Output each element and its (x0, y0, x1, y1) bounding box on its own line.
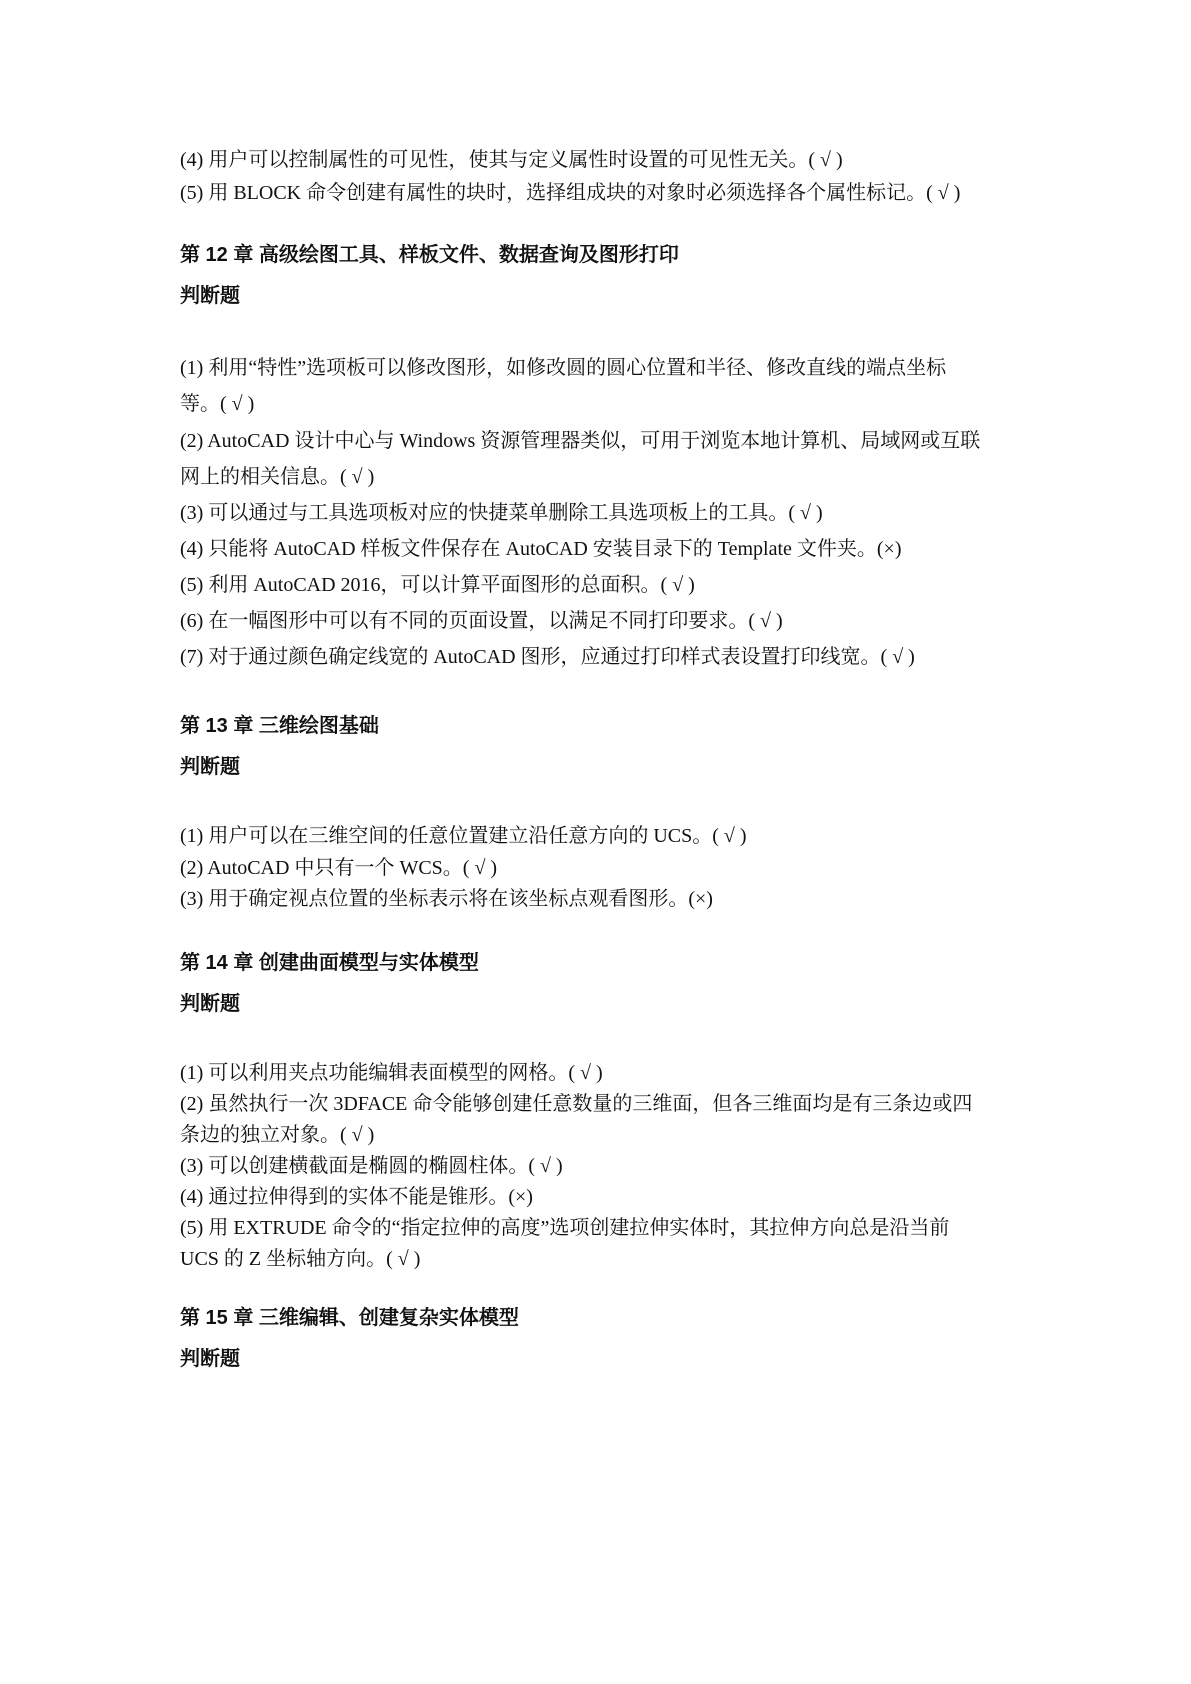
chapter-12-section-label: 判断题 (180, 285, 240, 307)
chapter-13-section-label: 判断题 (180, 756, 240, 778)
ch12-item-3: (3) 可以通过与工具选项板对应的快捷菜单删除工具选项板上的工具。( √ ) (180, 502, 823, 524)
ch14-item-5-line-2: UCS 的 Z 坐标轴方向。( √ ) (180, 1248, 421, 1270)
ch13-item-1: (1) 用户可以在三维空间的任意位置建立沿任意方向的 UCS。( √ ) (180, 825, 747, 847)
ch12-item-1-line-2: 等。( √ ) (180, 393, 255, 415)
ch13-item-2: (2) AutoCAD 中只有一个 WCS。( √ ) (180, 857, 498, 879)
ch14-item-2-line-1: (2) 虽然执行一次 3DFACE 命令能够创建任意数量的三维面，但各三维面均是有三条边或四 (180, 1093, 973, 1115)
ch14-item-2-line-2: 条边的独立对象。( √ ) (180, 1124, 375, 1146)
ch12-item-6: (6) 在一幅图形中可以有不同的页面设置，以满足不同打印要求。( √ ) (180, 610, 783, 632)
chapter-13-title: 第 13 章 三维绘图基础 (180, 715, 379, 737)
ch14-item-4: (4) 通过拉伸得到的实体不能是锥形。(×) (180, 1186, 533, 1208)
ch14-item-1: (1) 可以利用夹点功能编辑表面模型的网格。( √ ) (180, 1062, 603, 1084)
ch12-item-4: (4) 只能将 AutoCAD 样板文件保存在 AutoCAD 安装目录下的 Template 文件夹。(×) (180, 538, 902, 560)
chapter-14-section-label: 判断题 (180, 993, 240, 1015)
ch14-item-3: (3) 可以创建横截面是椭圆的椭圆柱体。( √ ) (180, 1155, 563, 1177)
ch12-item-7: (7) 对于通过颜色确定线宽的 AutoCAD 图形，应通过打印样式表设置打印线宽。( √ ) (180, 646, 915, 668)
ch12-item-2-line-2: 网上的相关信息。( √ ) (180, 466, 375, 488)
ch12-item-1-line-1: (1) 利用“特性”选项板可以修改图形，如修改圆的圆心位置和半径、修改直线的端点坐标 (180, 357, 947, 379)
ch14-item-5-line-1: (5) 用 EXTRUDE 命令的“指定拉伸的高度”选项创建拉伸实体时，其拉伸方向总是沿当前 (180, 1217, 950, 1239)
ch12-item-5: (5) 利用 AutoCAD 2016，可以计算平面图形的总面积。( √ ) (180, 574, 695, 596)
chapter-14-title: 第 14 章 创建曲面模型与实体模型 (180, 952, 479, 974)
chapter-12-title: 第 12 章 高级绘图工具、样板文件、数据查询及图形打印 (180, 244, 679, 266)
ch13-item-3: (3) 用于确定视点位置的坐标表示将在该坐标点观看图形。(×) (180, 888, 713, 910)
item-5-block-command: (5) 用 BLOCK 命令创建有属性的块时，选择组成块的对象时必须选择各个属性标记。( √ ) (180, 182, 961, 204)
chapter-15-section-label: 判断题 (180, 1348, 240, 1370)
chapter-15-title: 第 15 章 三维编辑、创建复杂实体模型 (180, 1307, 519, 1329)
ch12-item-2-line-1: (2) AutoCAD 设计中心与 Windows 资源管理器类似，可用于浏览本地计算机、局域网或互联 (180, 430, 981, 452)
item-4-attribute-visibility: (4) 用户可以控制属性的可见性，使其与定义属性时设置的可见性无关。( √ ) (180, 149, 843, 171)
